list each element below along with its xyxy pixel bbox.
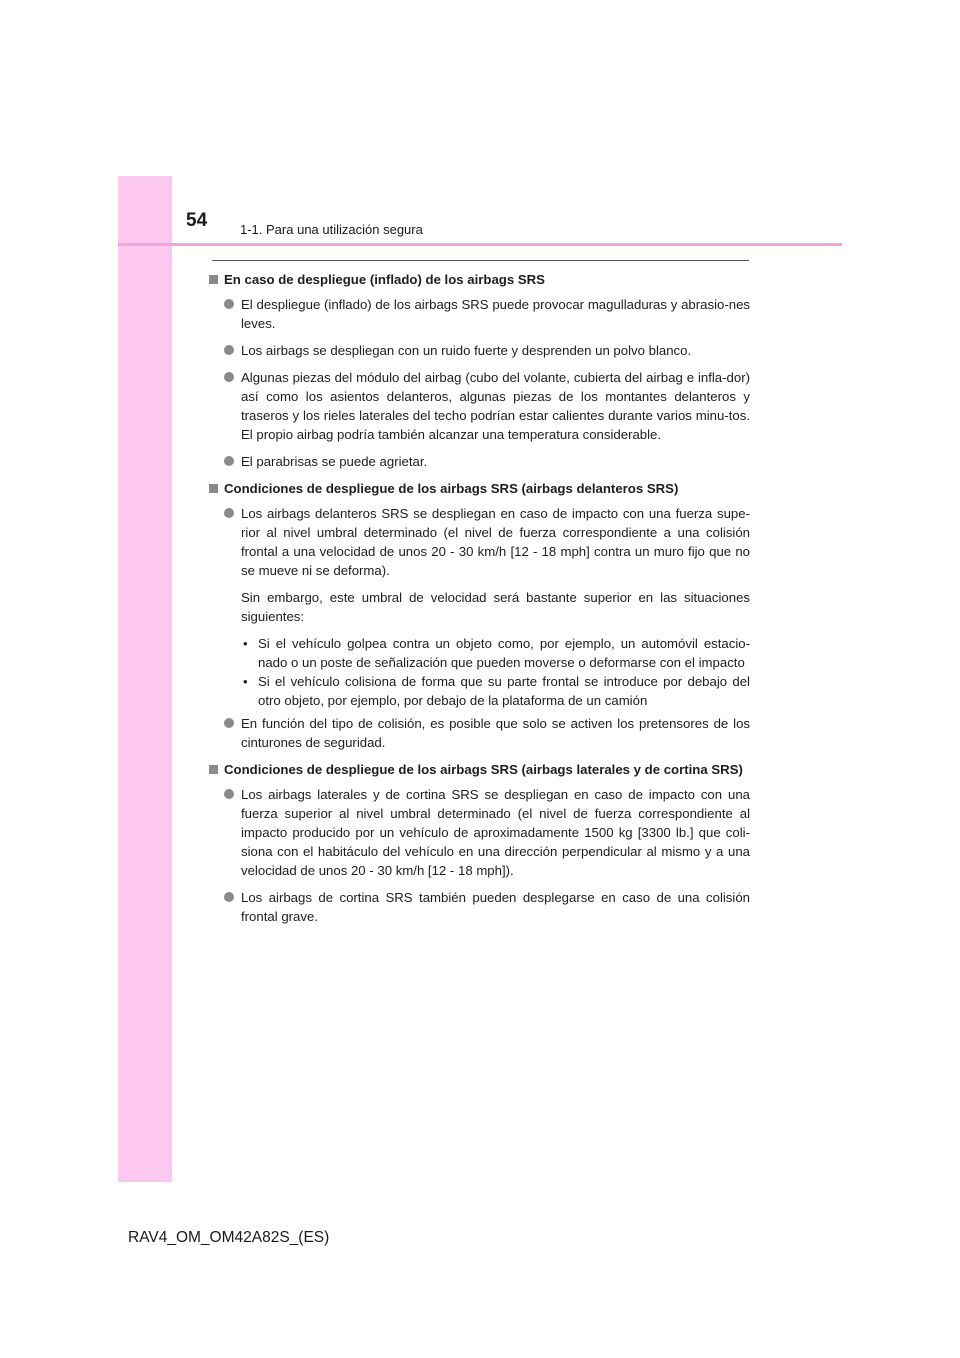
- sub-list-item: [241, 634, 750, 672]
- circle-bullet-icon: [224, 718, 234, 728]
- page-sidebar-tab: [118, 176, 172, 1182]
- section-heading: [208, 479, 750, 498]
- dot-marker-icon: •: [243, 636, 248, 651]
- list-item-text: Los airbags de cortina SRS también pueden desplegarse en caso de una colisión frontal grave.: [241, 890, 750, 924]
- list-item: [224, 888, 750, 926]
- list-item-text: Los airbags se despliegan con un ruido fuerte y desprenden un polvo blanco.: [241, 343, 692, 358]
- circle-bullet-icon: [224, 456, 234, 466]
- square-bullet-icon: [209, 765, 218, 774]
- circle-bullet-icon: [224, 508, 234, 518]
- square-bullet-icon: [209, 275, 218, 284]
- sub-item-text: Si el vehículo golpea contra un objeto como, por ejemplo, un automóvil estacio-nado o un poste de señalización que pueden moverse o deformarse con el impacto: [258, 636, 750, 670]
- divider-rule: [212, 260, 749, 261]
- list-item-text: Algunas piezas del módulo del airbag (cubo del volante, cubierta del airbag e infla-dor) así como los asientos delanteros, algunas piezas de los montantes delanteros y traseros y los rieles laterales del techo podrían estar calientes durante varios minu-tos. El propio airbag podría también alcanzar una temperatura considerable.: [241, 370, 750, 442]
- list-item: [224, 785, 750, 880]
- heading-text: En caso de despliegue (inflado) de los airbags SRS: [224, 272, 545, 287]
- body-paragraph: Sin embargo, este umbral de velocidad será bastante superior en las situaciones siguientes:: [241, 590, 750, 624]
- circle-bullet-icon: [224, 372, 234, 382]
- section-heading: [208, 270, 750, 289]
- sub-list-item: [241, 672, 750, 710]
- header-bar: [118, 243, 842, 246]
- list-item: [224, 368, 750, 444]
- list-item-text: Los airbags delanteros SRS se despliegan en caso de impacto con una fuerza supe-rior al nivel umbral determinado (el nivel de fuerza correspondiente a una colisión frontal a una velocidad de unos 20 - 30 km/h [12 - 18 mph] contra un muro fijo que no se mueve ni se deforma).: [241, 506, 750, 578]
- dot-marker-icon: •: [243, 674, 248, 689]
- page-number: 54: [186, 210, 208, 231]
- list-item: [224, 341, 750, 360]
- section-heading: [208, 760, 750, 779]
- sub-list: [208, 634, 750, 710]
- list-item: [224, 504, 750, 580]
- circle-bullet-icon: [224, 892, 234, 902]
- section-title: 1-1. Para una utilización segura: [240, 222, 423, 237]
- list-item-text: Los airbags laterales y de cortina SRS se despliegan en caso de impacto con una fuerza superior al nivel umbral determinado (el nivel de fuerza correspondiente al impacto producido por un vehículo de aproximadamente 1500 kg [3300 lb.] que coli-siona con el habitáculo del vehículo en una dirección perpendicular al mismo y a una velocidad de unos 20 - 30 km/h [12 - 18 mph]).: [241, 787, 750, 878]
- heading-text: Condiciones de despliegue de los airbags SRS (airbags laterales y de cortina SRS): [224, 762, 743, 777]
- heading-text: Condiciones de despliegue de los airbags SRS (airbags delanteros SRS): [224, 481, 679, 496]
- list-item-text: El parabrisas se puede agrietar.: [241, 454, 428, 469]
- list-item-text: En función del tipo de colisión, es posible que solo se activen los pretensores de los cinturones de seguridad.: [241, 716, 750, 750]
- circle-bullet-icon: [224, 299, 234, 309]
- list-item: [224, 452, 750, 471]
- circle-bullet-icon: [224, 789, 234, 799]
- footer-doc-code: RAV4_OM_OM42A82S_(ES): [128, 1229, 330, 1246]
- page-content: [208, 270, 750, 934]
- circle-bullet-icon: [224, 345, 234, 355]
- list-item: [224, 714, 750, 752]
- list-item-text: El despliegue (inflado) de los airbags SRS puede provocar magulladuras y abrasio-nes leves.: [241, 297, 750, 331]
- square-bullet-icon: [209, 484, 218, 493]
- sub-item-text: Si el vehículo colisiona de forma que su parte frontal se introduce por debajo del otro objeto, por ejemplo, por debajo de la plataforma de un camión: [258, 674, 750, 708]
- list-item: [224, 295, 750, 333]
